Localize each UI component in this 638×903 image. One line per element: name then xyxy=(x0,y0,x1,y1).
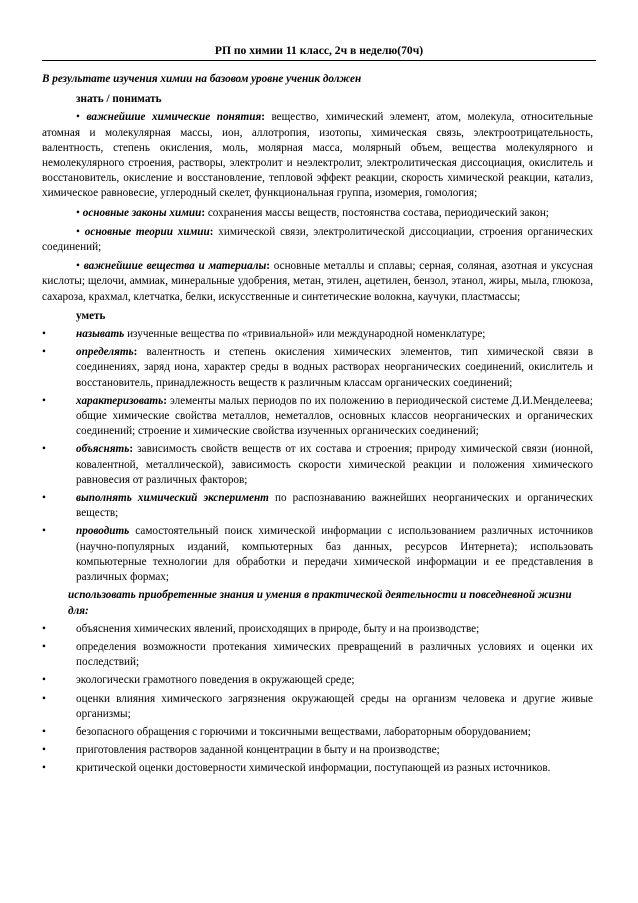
term: характеризовать xyxy=(76,394,164,407)
usage-item xyxy=(42,640,593,670)
able-item xyxy=(42,327,593,342)
usage-item xyxy=(42,761,593,776)
term: проводить xyxy=(76,525,130,538)
bullet-icon: • xyxy=(42,744,46,757)
bullet-icon: • xyxy=(76,111,80,124)
bullet-icon: • xyxy=(42,492,46,505)
item-text: зависимость свойств веществ от их состава и строения; природу химической связи (ионной, ковалентной, металлической), зависимость скорости химической реакции и положения химического равновесия от различных факторов; xyxy=(76,443,593,486)
item-text: изученные вещества по «тривиальной» или международной номенклатуре; xyxy=(127,328,486,341)
bullet-icon: • xyxy=(42,640,46,653)
usage-item xyxy=(42,622,593,637)
item-text: безопасного обращения с горючими и токсичными веществами, лабораторным оборудованием; xyxy=(76,725,531,738)
item-text: элементы малых периодов по их положению в периодической системе Д.И.Менделеева; общие химические свойства металлов, неметаллов, основных классов неорганических и органических соединений; строение и химические свойства изученных органических соединений; xyxy=(76,394,593,438)
item-text: сохранения массы веществ, постоянства состава, периодический закон; xyxy=(207,206,549,219)
bullet-icon: • xyxy=(76,225,80,238)
item-text: валентность и степень окисления химических элементов, тип химической связи в соединениях, заряд иона, характер среды в водных растворах неорганических соединений, окислитель и восстановитель, принадлежность веществ к различным классам органических соединений; xyxy=(76,346,593,389)
term: важнейшие химические понятия xyxy=(86,111,262,124)
item-text: самостоятельный поиск химической информации с использованием различных источников (научно-популярных изданий, компьютерных баз данных, ресурсов Интернета); использовать компьютерные технологии для обработки и передачи химической информации и ее представления в различных формах; xyxy=(76,525,593,584)
able-heading: уметь xyxy=(76,309,106,322)
term: основные теории химии xyxy=(84,225,210,238)
able-item xyxy=(42,345,593,391)
usage-list xyxy=(42,622,593,777)
usage-item xyxy=(42,692,593,722)
header-rule xyxy=(42,60,596,61)
term: объяснять xyxy=(76,443,130,456)
term: основные законы химии xyxy=(82,206,202,219)
bullet-icon: • xyxy=(76,206,80,219)
know-item xyxy=(42,206,593,221)
bullet-icon: • xyxy=(42,346,46,359)
page-header-title: РП по химии 11 класс, 2ч в неделю(70ч) xyxy=(214,44,424,57)
bullet-icon: • xyxy=(42,443,46,456)
know-heading: знать / понимать xyxy=(76,93,162,106)
bullet-icon: • xyxy=(42,692,46,705)
term-separator: : xyxy=(261,111,272,124)
term-separator: : xyxy=(201,206,208,219)
bullet-icon: • xyxy=(76,260,80,273)
know-item xyxy=(42,225,593,255)
bullet-icon: • xyxy=(42,525,46,538)
term: выполнять химический эксперимент xyxy=(76,492,269,505)
bullet-icon: • xyxy=(42,674,46,687)
term: определять xyxy=(76,346,134,359)
able-item xyxy=(42,394,593,440)
term-separator: : xyxy=(163,394,171,407)
term: важнейшие вещества и материалы xyxy=(83,260,267,273)
know-item xyxy=(42,110,593,201)
bullet-icon: • xyxy=(42,394,46,407)
usage-item xyxy=(42,673,593,688)
bullet-icon: • xyxy=(42,762,46,775)
able-item xyxy=(42,524,593,585)
item-text: приготовления растворов заданной концентрации в быту и на производстве; xyxy=(76,744,440,757)
item-text: экологически грамотного поведения в окружающей среде; xyxy=(76,674,355,687)
intro-line: В результате изучения химии на базовом уровне ученик должен xyxy=(42,73,362,85)
term: называть xyxy=(76,328,125,341)
bullet-icon: • xyxy=(42,622,46,635)
able-list xyxy=(42,327,593,585)
item-text: определения возможности протекания химических превращений в различных условиях и оценки их последствий; xyxy=(76,640,593,669)
term-separator: : xyxy=(129,443,138,456)
term-separator: : xyxy=(209,225,219,238)
term-separator: : xyxy=(133,346,147,359)
item-text: по распознаванию важнейших неорганических и органических веществ; xyxy=(76,492,593,520)
item-text: химической связи, электролитической диссоциации, строения органических соединений; xyxy=(42,225,594,254)
bullet-icon: • xyxy=(42,328,46,341)
usage-heading: использовать приобретенные знания и умения в практической деятельности и повседневной жизни для: xyxy=(68,589,572,617)
item-text: основные металлы и сплавы; серная, соляная, азотная и уксусная кислоты; щелочи, аммиак, минеральные удобрения, метан, этилен, ацетилен, бензол, этанол, жиры, мыла, глюкоза, сахароза, крахмал, клетчатка, белки, искусственные и синтетические волокна, каучуки, пластмассы; xyxy=(42,260,593,303)
item-text: объяснения химических явлений, происходящих в природе, быту и на производстве; xyxy=(76,622,480,635)
able-item xyxy=(42,491,593,521)
item-text: критической оценки достоверности химической информации, поступающей из разных источников. xyxy=(76,762,551,775)
item-text: оценки влияния химического загрязнения окружающей среды на организм человека и другие живые организмы; xyxy=(76,692,593,720)
term-separator: : xyxy=(266,260,274,273)
know-item xyxy=(42,259,593,305)
usage-item xyxy=(42,743,593,758)
able-item xyxy=(42,442,593,488)
know-list xyxy=(42,110,593,304)
item-text: вещество, химический элемент, атом, молекула, относительные атомная и молекулярная массы, ион, аллотропия, изотопы, химическая связь, электроотрицательность, валентность, степень окисления, моль, молярная масса, молярный объем, вещества молекулярного и немолекулярного строения, растворы, электролит и неэлектролит, электролитическая диссоциация, окислитель и восстановитель, окисление и восстановление, тепловой эффект реакции, скорость химической реакции, катализ, химическое равновесие, углеродный скелет, функциональная группа, изомерия, гомология; xyxy=(42,111,594,200)
usage-item xyxy=(42,725,593,740)
bullet-icon: • xyxy=(42,725,46,738)
document-body xyxy=(42,72,593,780)
